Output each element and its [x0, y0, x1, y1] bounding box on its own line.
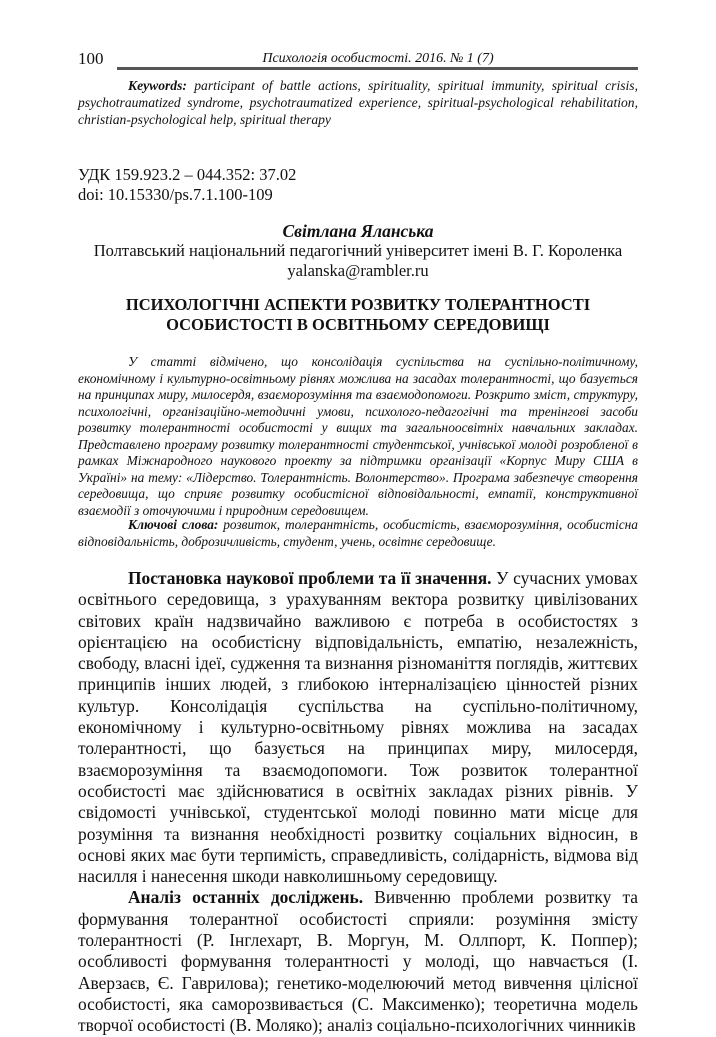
paragraph-recent-research [78, 887, 638, 1036]
english-keywords-label: Keywords: [128, 78, 187, 93]
article-title [78, 295, 638, 335]
section-heading-analysis: Аналіз останніх досліджень. [128, 887, 364, 908]
udk-code: УДК 159.923.2 – 044.352: 37.02 [78, 165, 297, 184]
section-heading-problem: Постановка наукової проблеми та її значення. [128, 568, 492, 588]
article-title-line-2: ОСОБИСТОСТІ В ОСВІТНЬОМУ СЕРЕДОВИЩІ [166, 315, 550, 334]
article-body [78, 568, 638, 1037]
running-head [78, 49, 638, 71]
english-keywords-text: participant of battle actions, spirituality, spiritual immunity, spiritual crisis, psychotraumatized syndrome, psychotraumatized experience, spiritual-psychological rehabilitation, christian-psychological help, spiritual therapy [78, 78, 638, 127]
header-rule [117, 67, 638, 70]
author-name: Світлана Яланська [282, 221, 434, 241]
paragraph-text: У сучасних умовах освітнього середовища, з урахуванням вектора розвитку цивілізованих світових країн надзвичайно важливою є потреба в особистостях з орієнтацією на особистісну відповідальність, емпатію, незалежність, свободу, власні ідеї, судження та визнання різноманіття поглядів, життєвих принципів інших людей, з глибокою інтерналізацією цінностей різних культур. Консолідація суспільства на суспільно-політичному, економічному і культурно-освітньому рівнях можлива на засадах толерантності, що базується на принципах миру, милосердя, взаєморозуміння та взаємодопомоги. Тож розвиток толерантної особистості має здійснюватися в освітніх закладах різних рівнів. У свідомості учнівської, студентської молоді повинно мати місце для розуміння та визнання необхідності розвитку соціальних відносин, в основі яких має бути терпимість, справедливість, солідарність, відмова від насилля і нанесення шкоди навколишньому середовищу. [78, 568, 638, 887]
paragraph-problem-statement [78, 568, 638, 887]
journal-title: Психологія особистості. 2016. № 1 (7) [262, 51, 494, 66]
abstract-text: У статті відмічено, що консолідація суспільства на суспільно-політичному, економічному і культурно-освітньому рівнях можлива на засадах толерантності, що базується на принципах миру, милосердя, взаєморозуміння та взаємодопомоги. Розкрито зміст, структуру, психологічні, організаційно-методичні умови, психолого-педагогічні та тренінгові засоби розвитку толерантності особистості у вищих та загальноосвітніх навчальних закладах. Представлено програму розвитку толерантності студентської, учнівської молоді розробленої в рамках Міжнародного наукового проекту за підтримки організації «Корпус Миру США в Україні» на тему: «Лідерство. Толерантність. Волонтерство». Програма забезпечує створення середовища, що сприяє розвитку особистісної відповідальності, емпатії, конструктивної взаємодії з оточуючими і природним середовищем. [78, 354, 638, 518]
page-number: 100 [78, 49, 104, 68]
author-email: yalanska@rambler.ru [287, 261, 429, 280]
paragraph-text: Вивченню проблеми розвитку та формування толерантної особистості сприяли: розуміння змісту толерантності (Р. Інглехарт, В. Моргун, М. Оллпорт, К. Поппер); особливості формування толерантності у молоді, що навчається (І. Аверзаєв, Є. Гаврилова); генетико-моделюючий метод вивчення цілісної особистості, яка саморозвивається (С. Максименко); теоретична модель творчої особистості (В. Моляко); аналіз соціально-психологічних чинників [78, 887, 638, 1036]
doi: doi: 10.15330/ps.7.1.100-109 [78, 185, 273, 204]
english-keywords [78, 77, 638, 128]
author-block [78, 221, 638, 281]
ukrainian-keywords [78, 517, 638, 550]
article-meta [78, 165, 296, 205]
ukrainian-keywords-text: розвиток, толерантність, особистість, взаєморозуміння, особистісна відповідальність, доброзичливість, студент, учень, освітнє середовище. [78, 517, 638, 549]
article-title-line-1: ПСИХОЛОГІЧНІ АСПЕКТИ РОЗВИТКУ ТОЛЕРАНТНОСТІ [125, 295, 591, 314]
author-affiliation: Полтавський національний педагогічний університет імені В. Г. Короленка [93, 241, 623, 260]
ukrainian-keywords-label: Ключові слова: [128, 517, 219, 532]
abstract [78, 354, 638, 519]
